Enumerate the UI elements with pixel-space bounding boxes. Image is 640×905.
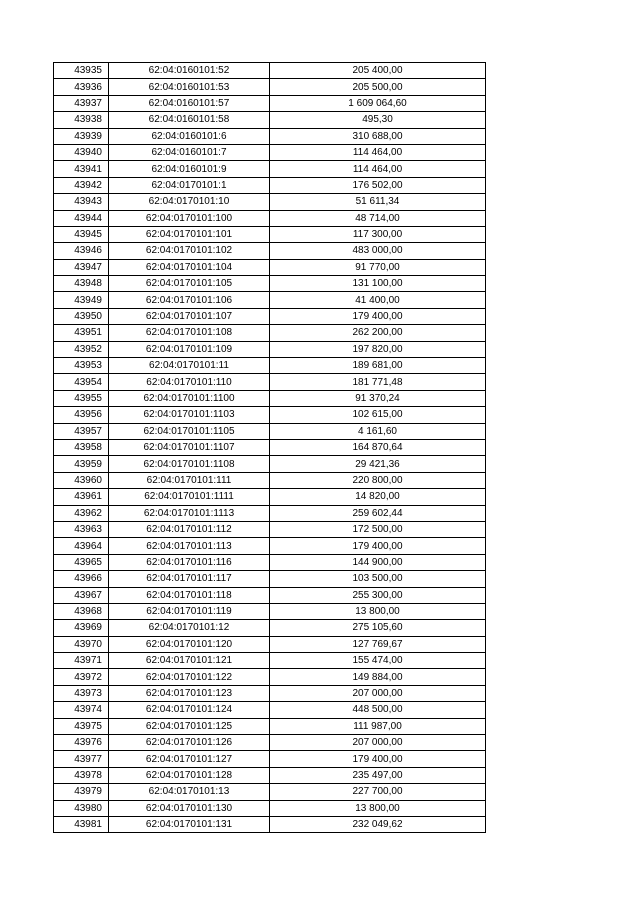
cadastral-value-cell: 207 000,00: [270, 685, 486, 701]
cadastral-number-cell: 62:04:0170101:120: [109, 636, 270, 652]
cadastral-value-cell: 275 105,60: [270, 620, 486, 636]
table-row: [54, 767, 486, 783]
row-number-cell: 43956: [54, 407, 109, 423]
cadastral-number-cell: 62:04:0170101:125: [109, 718, 270, 734]
table-row: [54, 423, 486, 439]
table-row: [54, 521, 486, 537]
cadastral-value-cell: 495,30: [270, 112, 486, 128]
row-number-cell: 43953: [54, 358, 109, 374]
table-row: [54, 653, 486, 669]
table-row: [54, 718, 486, 734]
table-row: [54, 177, 486, 193]
cadastral-value-cell: 4 161,60: [270, 423, 486, 439]
cadastral-number-cell: 62:04:0160101:9: [109, 161, 270, 177]
table-row: [54, 489, 486, 505]
cadastral-number-cell: 62:04:0170101:1100: [109, 390, 270, 406]
cadastral-number-cell: 62:04:0170101:130: [109, 800, 270, 816]
cadastral-number-cell: 62:04:0170101:102: [109, 243, 270, 259]
cadastral-number-cell: 62:04:0170101:1103: [109, 407, 270, 423]
table-row: [54, 112, 486, 128]
cadastral-number-cell: 62:04:0170101:1113: [109, 505, 270, 521]
row-number-cell: 43951: [54, 325, 109, 341]
row-number-cell: 43948: [54, 276, 109, 292]
cadastral-number-cell: 62:04:0170101:117: [109, 571, 270, 587]
cadastral-number-cell: 62:04:0170101:118: [109, 587, 270, 603]
table-row: [54, 685, 486, 701]
cadastral-value-cell: 205 500,00: [270, 79, 486, 95]
row-number-cell: 43942: [54, 177, 109, 193]
cadastral-number-cell: 62:04:0170101:111: [109, 472, 270, 488]
table-row: [54, 390, 486, 406]
row-number-cell: 43976: [54, 735, 109, 751]
table-row: [54, 538, 486, 554]
table-row: [54, 800, 486, 816]
cadastral-value-cell: 102 615,00: [270, 407, 486, 423]
row-number-cell: 43945: [54, 226, 109, 242]
cadastral-value-cell: 235 497,00: [270, 767, 486, 783]
table-body: [54, 63, 486, 833]
table-row: [54, 63, 486, 79]
cadastral-number-cell: 62:04:0170101:112: [109, 521, 270, 537]
table-row: [54, 751, 486, 767]
cadastral-value-cell: 117 300,00: [270, 226, 486, 242]
cadastral-value-cell: 179 400,00: [270, 308, 486, 324]
cadastral-value-cell: 13 800,00: [270, 800, 486, 816]
row-number-cell: 43979: [54, 784, 109, 800]
row-number-cell: 43974: [54, 702, 109, 718]
cadastral-number-cell: 62:04:0170101:10: [109, 194, 270, 210]
cadastral-value-cell: 172 500,00: [270, 521, 486, 537]
table-row: [54, 603, 486, 619]
row-number-cell: 43941: [54, 161, 109, 177]
table-row: [54, 161, 486, 177]
table-row: [54, 95, 486, 111]
cadastral-number-cell: 62:04:0170101:105: [109, 276, 270, 292]
table-row: [54, 735, 486, 751]
cadastral-value-cell: 155 474,00: [270, 653, 486, 669]
table-row: [54, 276, 486, 292]
row-number-cell: 43943: [54, 194, 109, 210]
table-row: [54, 144, 486, 160]
table-row: [54, 554, 486, 570]
cadastral-number-cell: 62:04:0170101:116: [109, 554, 270, 570]
table-row: [54, 620, 486, 636]
table-row: [54, 128, 486, 144]
cadastral-number-cell: 62:04:0170101:128: [109, 767, 270, 783]
cadastral-number-cell: 62:04:0170101:109: [109, 341, 270, 357]
cadastral-number-cell: 62:04:0170101:108: [109, 325, 270, 341]
table-row: [54, 308, 486, 324]
row-number-cell: 43967: [54, 587, 109, 603]
cadastral-value-cell: 255 300,00: [270, 587, 486, 603]
cadastral-value-cell: 51 611,34: [270, 194, 486, 210]
cadastral-value-cell: 207 000,00: [270, 735, 486, 751]
table-row: [54, 456, 486, 472]
row-number-cell: 43940: [54, 144, 109, 160]
cadastral-number-cell: 62:04:0170101:110: [109, 374, 270, 390]
cadastral-value-cell: 29 421,36: [270, 456, 486, 472]
row-number-cell: 43949: [54, 292, 109, 308]
row-number-cell: 43957: [54, 423, 109, 439]
cadastral-number-cell: 62:04:0170101:101: [109, 226, 270, 242]
row-number-cell: 43964: [54, 538, 109, 554]
cadastral-value-cell: 13 800,00: [270, 603, 486, 619]
table-row: [54, 259, 486, 275]
cadastral-number-cell: 62:04:0170101:100: [109, 210, 270, 226]
row-number-cell: 43937: [54, 95, 109, 111]
row-number-cell: 43959: [54, 456, 109, 472]
cadastral-value-cell: 189 681,00: [270, 358, 486, 374]
cadastral-value-cell: 448 500,00: [270, 702, 486, 718]
row-number-cell: 43973: [54, 685, 109, 701]
row-number-cell: 43970: [54, 636, 109, 652]
row-number-cell: 43939: [54, 128, 109, 144]
cadastral-number-cell: 62:04:0170101:1108: [109, 456, 270, 472]
row-number-cell: 43960: [54, 472, 109, 488]
row-number-cell: 43968: [54, 603, 109, 619]
cadastral-number-cell: 62:04:0170101:1: [109, 177, 270, 193]
table-row: [54, 816, 486, 832]
cadastral-value-cell: 103 500,00: [270, 571, 486, 587]
cadastral-number-cell: 62:04:0170101:121: [109, 653, 270, 669]
cadastral-value-cell: 262 200,00: [270, 325, 486, 341]
cadastral-number-cell: 62:04:0170101:107: [109, 308, 270, 324]
table-row: [54, 571, 486, 587]
cadastral-value-cell: 131 100,00: [270, 276, 486, 292]
table-row: [54, 292, 486, 308]
row-number-cell: 43938: [54, 112, 109, 128]
table-row: [54, 210, 486, 226]
cadastral-number-cell: 62:04:0170101:124: [109, 702, 270, 718]
cadastral-value-cell: 149 884,00: [270, 669, 486, 685]
row-number-cell: 43977: [54, 751, 109, 767]
table-row: [54, 358, 486, 374]
cadastral-number-cell: 62:04:0170101:1107: [109, 439, 270, 455]
cadastral-number-cell: 62:04:0170101:104: [109, 259, 270, 275]
cadastral-number-cell: 62:04:0170101:119: [109, 603, 270, 619]
table-row: [54, 472, 486, 488]
cadastral-value-cell: 227 700,00: [270, 784, 486, 800]
cadastral-value-cell: 114 464,00: [270, 144, 486, 160]
cadastral-value-table: [53, 62, 486, 833]
table-row: [54, 784, 486, 800]
row-number-cell: 43955: [54, 390, 109, 406]
cadastral-number-cell: 62:04:0170101:113: [109, 538, 270, 554]
cadastral-value-cell: 111 987,00: [270, 718, 486, 734]
cadastral-number-cell: 62:04:0170101:123: [109, 685, 270, 701]
row-number-cell: 43954: [54, 374, 109, 390]
row-number-cell: 43975: [54, 718, 109, 734]
cadastral-value-cell: 179 400,00: [270, 751, 486, 767]
table-row: [54, 374, 486, 390]
cadastral-value-cell: 91 370,24: [270, 390, 486, 406]
row-number-cell: 43958: [54, 439, 109, 455]
cadastral-number-cell: 62:04:0170101:127: [109, 751, 270, 767]
table-row: [54, 669, 486, 685]
table-row: [54, 505, 486, 521]
cadastral-value-cell: 197 820,00: [270, 341, 486, 357]
cadastral-value-cell: 310 688,00: [270, 128, 486, 144]
row-number-cell: 43969: [54, 620, 109, 636]
cadastral-number-cell: 62:04:0170101:13: [109, 784, 270, 800]
table-row: [54, 243, 486, 259]
cadastral-value-cell: 1 609 064,60: [270, 95, 486, 111]
cadastral-value-cell: 91 770,00: [270, 259, 486, 275]
row-number-cell: 43946: [54, 243, 109, 259]
table-row: [54, 587, 486, 603]
cadastral-number-cell: 62:04:0160101:52: [109, 63, 270, 79]
table-row: [54, 226, 486, 242]
cadastral-value-cell: 41 400,00: [270, 292, 486, 308]
cadastral-number-cell: 62:04:0170101:11: [109, 358, 270, 374]
cadastral-value-cell: 181 771,48: [270, 374, 486, 390]
row-number-cell: 43952: [54, 341, 109, 357]
cadastral-value-cell: 232 049,62: [270, 816, 486, 832]
row-number-cell: 43966: [54, 571, 109, 587]
cadastral-number-cell: 62:04:0170101:12: [109, 620, 270, 636]
row-number-cell: 43980: [54, 800, 109, 816]
cadastral-value-cell: 144 900,00: [270, 554, 486, 570]
cadastral-value-cell: 14 820,00: [270, 489, 486, 505]
table-row: [54, 341, 486, 357]
cadastral-value-cell: 259 602,44: [270, 505, 486, 521]
cadastral-number-cell: 62:04:0160101:6: [109, 128, 270, 144]
cadastral-value-cell: 114 464,00: [270, 161, 486, 177]
cadastral-value-cell: 48 714,00: [270, 210, 486, 226]
cadastral-number-cell: 62:04:0160101:57: [109, 95, 270, 111]
table-row: [54, 194, 486, 210]
cadastral-number-cell: 62:04:0160101:58: [109, 112, 270, 128]
table-row: [54, 702, 486, 718]
row-number-cell: 43936: [54, 79, 109, 95]
row-number-cell: 43972: [54, 669, 109, 685]
cadastral-number-cell: 62:04:0170101:1105: [109, 423, 270, 439]
table-row: [54, 439, 486, 455]
row-number-cell: 43971: [54, 653, 109, 669]
cadastral-value-cell: 179 400,00: [270, 538, 486, 554]
row-number-cell: 43944: [54, 210, 109, 226]
row-number-cell: 43961: [54, 489, 109, 505]
cadastral-value-cell: 164 870,64: [270, 439, 486, 455]
row-number-cell: 43962: [54, 505, 109, 521]
row-number-cell: 43965: [54, 554, 109, 570]
row-number-cell: 43978: [54, 767, 109, 783]
cadastral-number-cell: 62:04:0160101:53: [109, 79, 270, 95]
table-row: [54, 79, 486, 95]
cadastral-value-cell: 205 400,00: [270, 63, 486, 79]
table-row: [54, 636, 486, 652]
table-row: [54, 407, 486, 423]
table-row: [54, 325, 486, 341]
cadastral-value-cell: 220 800,00: [270, 472, 486, 488]
row-number-cell: 43950: [54, 308, 109, 324]
cadastral-value-cell: 127 769,67: [270, 636, 486, 652]
row-number-cell: 43981: [54, 816, 109, 832]
cadastral-number-cell: 62:04:0170101:122: [109, 669, 270, 685]
cadastral-number-cell: 62:04:0170101:106: [109, 292, 270, 308]
cadastral-number-cell: 62:04:0170101:126: [109, 735, 270, 751]
row-number-cell: 43963: [54, 521, 109, 537]
cadastral-value-cell: 176 502,00: [270, 177, 486, 193]
cadastral-number-cell: 62:04:0170101:131: [109, 816, 270, 832]
cadastral-value-cell: 483 000,00: [270, 243, 486, 259]
cadastral-number-cell: 62:04:0170101:1111: [109, 489, 270, 505]
row-number-cell: 43947: [54, 259, 109, 275]
row-number-cell: 43935: [54, 63, 109, 79]
cadastral-number-cell: 62:04:0160101:7: [109, 144, 270, 160]
